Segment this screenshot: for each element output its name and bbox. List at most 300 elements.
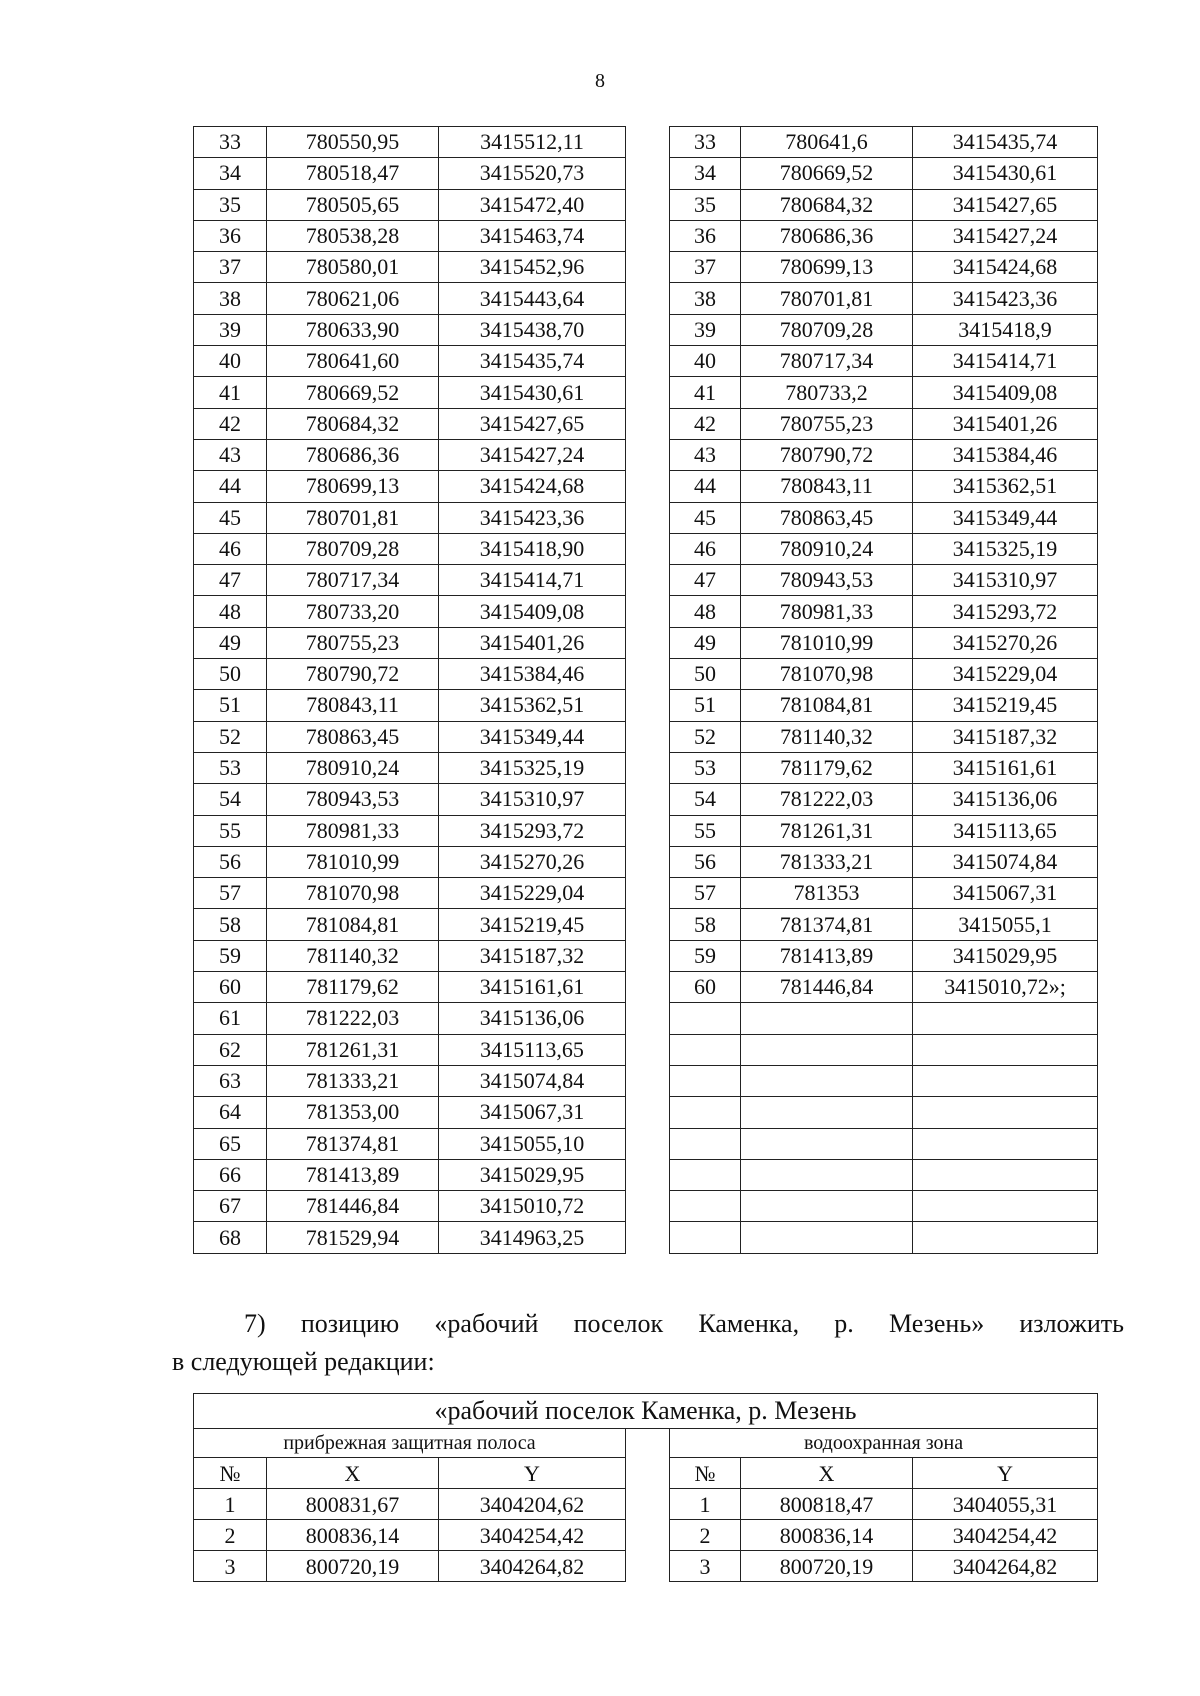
right-x-coordinate: 780755,23: [741, 408, 913, 439]
left-x-coordinate: 781353,00: [267, 1097, 439, 1128]
right-x-coordinate: 780717,34: [741, 346, 913, 377]
x-coordinate: 800720,19: [741, 1551, 913, 1582]
point-number: 2: [670, 1520, 741, 1551]
right-y-coordinate: 3415055,1: [913, 909, 1098, 940]
left-x-coordinate: 780717,34: [267, 565, 439, 596]
left-y-coordinate: 3415067,31: [439, 1097, 626, 1128]
left-point-number: 46: [194, 533, 267, 564]
right-point-number: 35: [670, 189, 741, 220]
y-coordinate: 3404055,31: [913, 1489, 1098, 1520]
right-y-coordinate: 3415293,72: [913, 596, 1098, 627]
left-x-coordinate: 781179,62: [267, 972, 439, 1003]
right-point-number: 43: [670, 439, 741, 470]
column-gap: [626, 784, 670, 815]
column-gap: [626, 721, 670, 752]
table-row: [194, 1065, 1098, 1096]
right-y-coordinate: 3415427,65: [913, 189, 1098, 220]
left-y-coordinate: 3415472,40: [439, 189, 626, 220]
left-x-coordinate: 781261,31: [267, 1034, 439, 1065]
right-y-coordinate: 3415435,74: [913, 127, 1098, 158]
column-gap: [626, 627, 670, 658]
left-point-number: 37: [194, 252, 267, 283]
right-y-coordinate: [913, 1128, 1098, 1159]
coastal-strip-header: прибрежная защитная полоса: [194, 1429, 626, 1458]
left-y-coordinate: 3415187,32: [439, 940, 626, 971]
left-point-number: 33: [194, 127, 267, 158]
left-y-coordinate: 3414963,25: [439, 1222, 626, 1253]
left-x-coordinate: 780790,72: [267, 659, 439, 690]
right-point-number: 40: [670, 346, 741, 377]
right-point-number: 52: [670, 721, 741, 752]
left-point-number: 52: [194, 721, 267, 752]
left-point-number: 64: [194, 1097, 267, 1128]
left-x-coordinate: 780709,28: [267, 533, 439, 564]
left-point-number: 35: [194, 189, 267, 220]
right-point-number: 46: [670, 533, 741, 564]
right-col-y-header: Y: [913, 1458, 1098, 1489]
left-y-coordinate: 3415427,24: [439, 439, 626, 470]
right-point-number: 49: [670, 627, 741, 658]
left-y-coordinate: 3415229,04: [439, 878, 626, 909]
left-y-coordinate: 3415463,74: [439, 220, 626, 251]
right-y-coordinate: [913, 1003, 1098, 1034]
column-gap: [626, 972, 670, 1003]
right-point-number: 39: [670, 314, 741, 345]
table-row: [194, 1034, 1098, 1065]
right-point-number: 53: [670, 752, 741, 783]
point-number: 3: [194, 1551, 267, 1582]
table-row: [194, 439, 1098, 470]
coordinates-table: [193, 126, 1098, 1254]
table-row: [194, 972, 1098, 1003]
table-row: [194, 502, 1098, 533]
left-y-coordinate: 3415443,64: [439, 283, 626, 314]
x-coordinate: 800836,14: [267, 1520, 439, 1551]
right-x-coordinate: [741, 1034, 913, 1065]
left-x-coordinate: 781222,03: [267, 1003, 439, 1034]
column-gap: [626, 596, 670, 627]
table-row: [194, 1003, 1098, 1034]
right-x-coordinate: [741, 1222, 913, 1253]
right-x-coordinate: 780686,36: [741, 220, 913, 251]
y-coordinate: 3404254,42: [913, 1520, 1098, 1551]
left-y-coordinate: 3415310,97: [439, 784, 626, 815]
column-gap: [626, 252, 670, 283]
right-point-number: 55: [670, 815, 741, 846]
right-point-number: [670, 1003, 741, 1034]
left-x-coordinate: 780910,24: [267, 752, 439, 783]
table-row: [194, 1128, 1098, 1159]
right-point-number: [670, 1065, 741, 1096]
left-x-coordinate: 781070,98: [267, 878, 439, 909]
table-row: [194, 690, 1098, 721]
left-point-number: 54: [194, 784, 267, 815]
point-number: 1: [670, 1489, 741, 1520]
right-point-number: 50: [670, 659, 741, 690]
left-point-number: 59: [194, 940, 267, 971]
point-number: 2: [194, 1520, 267, 1551]
right-point-number: 41: [670, 377, 741, 408]
left-x-coordinate: 781413,89: [267, 1159, 439, 1190]
left-point-number: 45: [194, 502, 267, 533]
right-x-coordinate: 781353: [741, 878, 913, 909]
right-x-coordinate: [741, 1065, 913, 1096]
column-gap: [626, 346, 670, 377]
left-point-number: 62: [194, 1034, 267, 1065]
left-y-coordinate: 3415424,68: [439, 471, 626, 502]
table-row: [194, 721, 1098, 752]
column-gap: [626, 846, 670, 877]
column-gap: [626, 1003, 670, 1034]
right-y-coordinate: 3415409,08: [913, 377, 1098, 408]
table-row: [194, 471, 1098, 502]
left-point-number: 43: [194, 439, 267, 470]
left-point-number: 41: [194, 377, 267, 408]
right-point-number: 47: [670, 565, 741, 596]
right-y-coordinate: 3415136,06: [913, 784, 1098, 815]
left-point-number: 66: [194, 1159, 267, 1190]
left-y-coordinate: 3415293,72: [439, 815, 626, 846]
left-y-coordinate: 3415401,26: [439, 627, 626, 658]
column-gap: [626, 314, 670, 345]
right-point-number: [670, 1159, 741, 1190]
column-gap: [626, 752, 670, 783]
right-x-coordinate: 780981,33: [741, 596, 913, 627]
right-y-coordinate: 3415029,95: [913, 940, 1098, 971]
left-y-coordinate: 3415414,71: [439, 565, 626, 596]
column-gap: [626, 815, 670, 846]
left-y-coordinate: 3415074,84: [439, 1065, 626, 1096]
right-x-coordinate: 780641,6: [741, 127, 913, 158]
column-gap: [626, 502, 670, 533]
right-y-coordinate: 3415219,45: [913, 690, 1098, 721]
right-y-coordinate: 3415424,68: [913, 252, 1098, 283]
table-row: [194, 752, 1098, 783]
column-gap: [626, 565, 670, 596]
table-row: [194, 659, 1098, 690]
right-y-coordinate: 3415113,65: [913, 815, 1098, 846]
left-x-coordinate: 780733,20: [267, 596, 439, 627]
right-point-number: 54: [670, 784, 741, 815]
right-point-number: 34: [670, 158, 741, 189]
table-row: [194, 1222, 1098, 1253]
left-x-coordinate: 780701,81: [267, 502, 439, 533]
column-gap: [626, 1034, 670, 1065]
table-row: [194, 878, 1098, 909]
left-point-number: 44: [194, 471, 267, 502]
column-gap: [626, 283, 670, 314]
column-gap: [626, 220, 670, 251]
column-gap: [626, 1159, 670, 1190]
right-y-coordinate: 3415270,26: [913, 627, 1098, 658]
right-point-number: [670, 1222, 741, 1253]
right-point-number: [670, 1191, 741, 1222]
right-point-number: 60: [670, 972, 741, 1003]
left-y-coordinate: 3415362,51: [439, 690, 626, 721]
y-coordinate: 3404264,82: [913, 1551, 1098, 1582]
left-x-coordinate: 781446,84: [267, 1191, 439, 1222]
y-coordinate: 3404204,62: [439, 1489, 626, 1520]
column-gap: [626, 127, 670, 158]
zone-coordinates-table: [193, 1393, 1098, 1582]
right-x-coordinate: [741, 1097, 913, 1128]
right-x-coordinate: 780910,24: [741, 533, 913, 564]
table-row: [194, 220, 1098, 251]
right-x-coordinate: 781446,84: [741, 972, 913, 1003]
x-coordinate: 800831,67: [267, 1489, 439, 1520]
table-row: [194, 377, 1098, 408]
left-y-coordinate: 3415418,90: [439, 533, 626, 564]
right-point-number: 56: [670, 846, 741, 877]
left-col-no-header: №: [194, 1458, 267, 1489]
table-row: [194, 158, 1098, 189]
right-x-coordinate: 781413,89: [741, 940, 913, 971]
left-point-number: 40: [194, 346, 267, 377]
table-row: [194, 127, 1098, 158]
left-point-number: 42: [194, 408, 267, 439]
right-y-coordinate: 3415349,44: [913, 502, 1098, 533]
table-row: [194, 314, 1098, 345]
right-y-coordinate: 3415418,9: [913, 314, 1098, 345]
right-point-number: 58: [670, 909, 741, 940]
left-point-number: 36: [194, 220, 267, 251]
left-point-number: 63: [194, 1065, 267, 1096]
amendment-paragraph: [172, 1305, 1124, 1381]
right-point-number: 36: [670, 220, 741, 251]
right-x-coordinate: 780943,53: [741, 565, 913, 596]
right-x-coordinate: 780709,28: [741, 314, 913, 345]
right-col-x-header: X: [741, 1458, 913, 1489]
left-x-coordinate: 780686,36: [267, 439, 439, 470]
table-row: [194, 784, 1098, 815]
left-y-coordinate: 3415409,08: [439, 596, 626, 627]
table-row: [194, 1191, 1098, 1222]
right-point-number: 42: [670, 408, 741, 439]
left-x-coordinate: 780669,52: [267, 377, 439, 408]
right-y-coordinate: 3415229,04: [913, 659, 1098, 690]
left-col-x-header: X: [267, 1458, 439, 1489]
left-point-number: 48: [194, 596, 267, 627]
right-x-coordinate: 780843,11: [741, 471, 913, 502]
right-point-number: 59: [670, 940, 741, 971]
right-point-number: 37: [670, 252, 741, 283]
column-gap: [626, 471, 670, 502]
left-x-coordinate: 780518,47: [267, 158, 439, 189]
left-point-number: 65: [194, 1128, 267, 1159]
right-y-coordinate: 3415430,61: [913, 158, 1098, 189]
left-y-coordinate: 3415512,11: [439, 127, 626, 158]
right-point-number: 44: [670, 471, 741, 502]
right-point-number: [670, 1034, 741, 1065]
table-row: [194, 565, 1098, 596]
left-x-coordinate: 781084,81: [267, 909, 439, 940]
left-point-number: 60: [194, 972, 267, 1003]
left-x-coordinate: 781140,32: [267, 940, 439, 971]
left-y-coordinate: 3415113,65: [439, 1034, 626, 1065]
left-x-coordinate: 780633,90: [267, 314, 439, 345]
column-gap: [626, 878, 670, 909]
right-y-coordinate: 3415401,26: [913, 408, 1098, 439]
left-x-coordinate: 781010,99: [267, 846, 439, 877]
right-col-no-header: №: [670, 1458, 741, 1489]
right-x-coordinate: 781374,81: [741, 909, 913, 940]
left-col-y-header: Y: [439, 1458, 626, 1489]
x-coordinate: 800720,19: [267, 1551, 439, 1582]
right-y-coordinate: 3415414,71: [913, 346, 1098, 377]
right-x-coordinate: 781140,32: [741, 721, 913, 752]
right-point-number: 33: [670, 127, 741, 158]
left-point-number: 50: [194, 659, 267, 690]
left-y-coordinate: 3415427,65: [439, 408, 626, 439]
y-coordinate: 3404264,82: [439, 1551, 626, 1582]
left-x-coordinate: 780981,33: [267, 815, 439, 846]
y-coordinate: 3404254,42: [439, 1520, 626, 1551]
column-gap: [626, 1065, 670, 1096]
left-point-number: 55: [194, 815, 267, 846]
left-y-coordinate: 3415055,10: [439, 1128, 626, 1159]
left-x-coordinate: 780943,53: [267, 784, 439, 815]
water-protection-zone-header: водоохранная зона: [670, 1429, 1098, 1458]
left-y-coordinate: 3415520,73: [439, 158, 626, 189]
column-gap: [626, 1222, 670, 1253]
right-y-coordinate: [913, 1097, 1098, 1128]
table-row: [194, 596, 1098, 627]
right-y-coordinate: 3415310,97: [913, 565, 1098, 596]
column-gap: [626, 158, 670, 189]
right-x-coordinate: [741, 1191, 913, 1222]
left-point-number: 57: [194, 878, 267, 909]
right-y-coordinate: 3415187,32: [913, 721, 1098, 752]
left-y-coordinate: 3415438,70: [439, 314, 626, 345]
left-y-coordinate: 3415136,06: [439, 1003, 626, 1034]
right-y-coordinate: [913, 1034, 1098, 1065]
left-point-number: 34: [194, 158, 267, 189]
column-gap: [626, 909, 670, 940]
table-row: [194, 627, 1098, 658]
column-gap: [626, 940, 670, 971]
left-point-number: 68: [194, 1222, 267, 1253]
right-x-coordinate: [741, 1128, 913, 1159]
right-y-coordinate: 3415325,19: [913, 533, 1098, 564]
point-number: 3: [670, 1551, 741, 1582]
paragraph-line-1: 7) позицию «рабочий поселок Каменка, р. Мезень» изложить: [244, 1309, 1124, 1338]
left-y-coordinate: 3415161,61: [439, 972, 626, 1003]
left-y-coordinate: 3415384,46: [439, 659, 626, 690]
right-x-coordinate: 780733,2: [741, 377, 913, 408]
column-gap: [626, 189, 670, 220]
right-y-coordinate: 3415010,72»;: [913, 972, 1098, 1003]
table-row: [194, 846, 1098, 877]
left-point-number: 56: [194, 846, 267, 877]
zone-table-title: «рабочий поселок Каменка, р. Мезень: [194, 1394, 1098, 1429]
table-row: [194, 1097, 1098, 1128]
left-x-coordinate: 780538,28: [267, 220, 439, 251]
right-y-coordinate: [913, 1065, 1098, 1096]
x-coordinate: 800818,47: [741, 1489, 913, 1520]
right-y-coordinate: 3415074,84: [913, 846, 1098, 877]
left-point-number: 58: [194, 909, 267, 940]
right-x-coordinate: 780863,45: [741, 502, 913, 533]
right-x-coordinate: 781222,03: [741, 784, 913, 815]
right-point-number: 45: [670, 502, 741, 533]
table-row: [194, 252, 1098, 283]
left-y-coordinate: 3415349,44: [439, 721, 626, 752]
right-y-coordinate: 3415427,24: [913, 220, 1098, 251]
left-y-coordinate: 3415010,72: [439, 1191, 626, 1222]
right-x-coordinate: 781070,98: [741, 659, 913, 690]
right-y-coordinate: 3415067,31: [913, 878, 1098, 909]
left-point-number: 53: [194, 752, 267, 783]
right-x-coordinate: 781010,99: [741, 627, 913, 658]
right-x-coordinate: 780790,72: [741, 439, 913, 470]
left-y-coordinate: 3415435,74: [439, 346, 626, 377]
right-y-coordinate: 3415161,61: [913, 752, 1098, 783]
left-y-coordinate: 3415325,19: [439, 752, 626, 783]
paragraph-line-2: в следующей редакции:: [172, 1347, 435, 1376]
left-y-coordinate: 3415430,61: [439, 377, 626, 408]
column-gap: [626, 1191, 670, 1222]
left-x-coordinate: 780550,95: [267, 127, 439, 158]
left-x-coordinate: 781374,81: [267, 1128, 439, 1159]
left-point-number: 47: [194, 565, 267, 596]
left-point-number: 39: [194, 314, 267, 345]
zone-table-gap: [626, 1429, 670, 1582]
table-row: [194, 346, 1098, 377]
right-x-coordinate: 780699,13: [741, 252, 913, 283]
right-point-number: 38: [670, 283, 741, 314]
left-point-number: 67: [194, 1191, 267, 1222]
column-gap: [626, 377, 670, 408]
table-row: [194, 533, 1098, 564]
table-row: [194, 940, 1098, 971]
table-row: [194, 283, 1098, 314]
left-point-number: 61: [194, 1003, 267, 1034]
x-coordinate: 800836,14: [741, 1520, 913, 1551]
left-point-number: 49: [194, 627, 267, 658]
right-x-coordinate: 781333,21: [741, 846, 913, 877]
right-point-number: 57: [670, 878, 741, 909]
right-point-number: [670, 1097, 741, 1128]
table-row: [194, 408, 1098, 439]
table-row: [194, 1159, 1098, 1190]
column-gap: [626, 1128, 670, 1159]
right-y-coordinate: [913, 1159, 1098, 1190]
left-y-coordinate: 3415219,45: [439, 909, 626, 940]
table-row: [194, 909, 1098, 940]
right-x-coordinate: 781261,31: [741, 815, 913, 846]
column-gap: [626, 659, 670, 690]
column-gap: [626, 690, 670, 721]
table-row: [194, 815, 1098, 846]
left-x-coordinate: 781333,21: [267, 1065, 439, 1096]
point-number: 1: [194, 1489, 267, 1520]
left-y-coordinate: 3415029,95: [439, 1159, 626, 1190]
left-x-coordinate: 781529,94: [267, 1222, 439, 1253]
left-x-coordinate: 780863,45: [267, 721, 439, 752]
left-x-coordinate: 780580,01: [267, 252, 439, 283]
right-y-coordinate: 3415362,51: [913, 471, 1098, 502]
right-point-number: [670, 1128, 741, 1159]
right-x-coordinate: 780701,81: [741, 283, 913, 314]
right-y-coordinate: [913, 1191, 1098, 1222]
column-gap: [626, 439, 670, 470]
right-y-coordinate: 3415384,46: [913, 439, 1098, 470]
left-point-number: 38: [194, 283, 267, 314]
left-x-coordinate: 780755,23: [267, 627, 439, 658]
right-y-coordinate: [913, 1222, 1098, 1253]
left-x-coordinate: 780684,32: [267, 408, 439, 439]
left-x-coordinate: 780505,65: [267, 189, 439, 220]
